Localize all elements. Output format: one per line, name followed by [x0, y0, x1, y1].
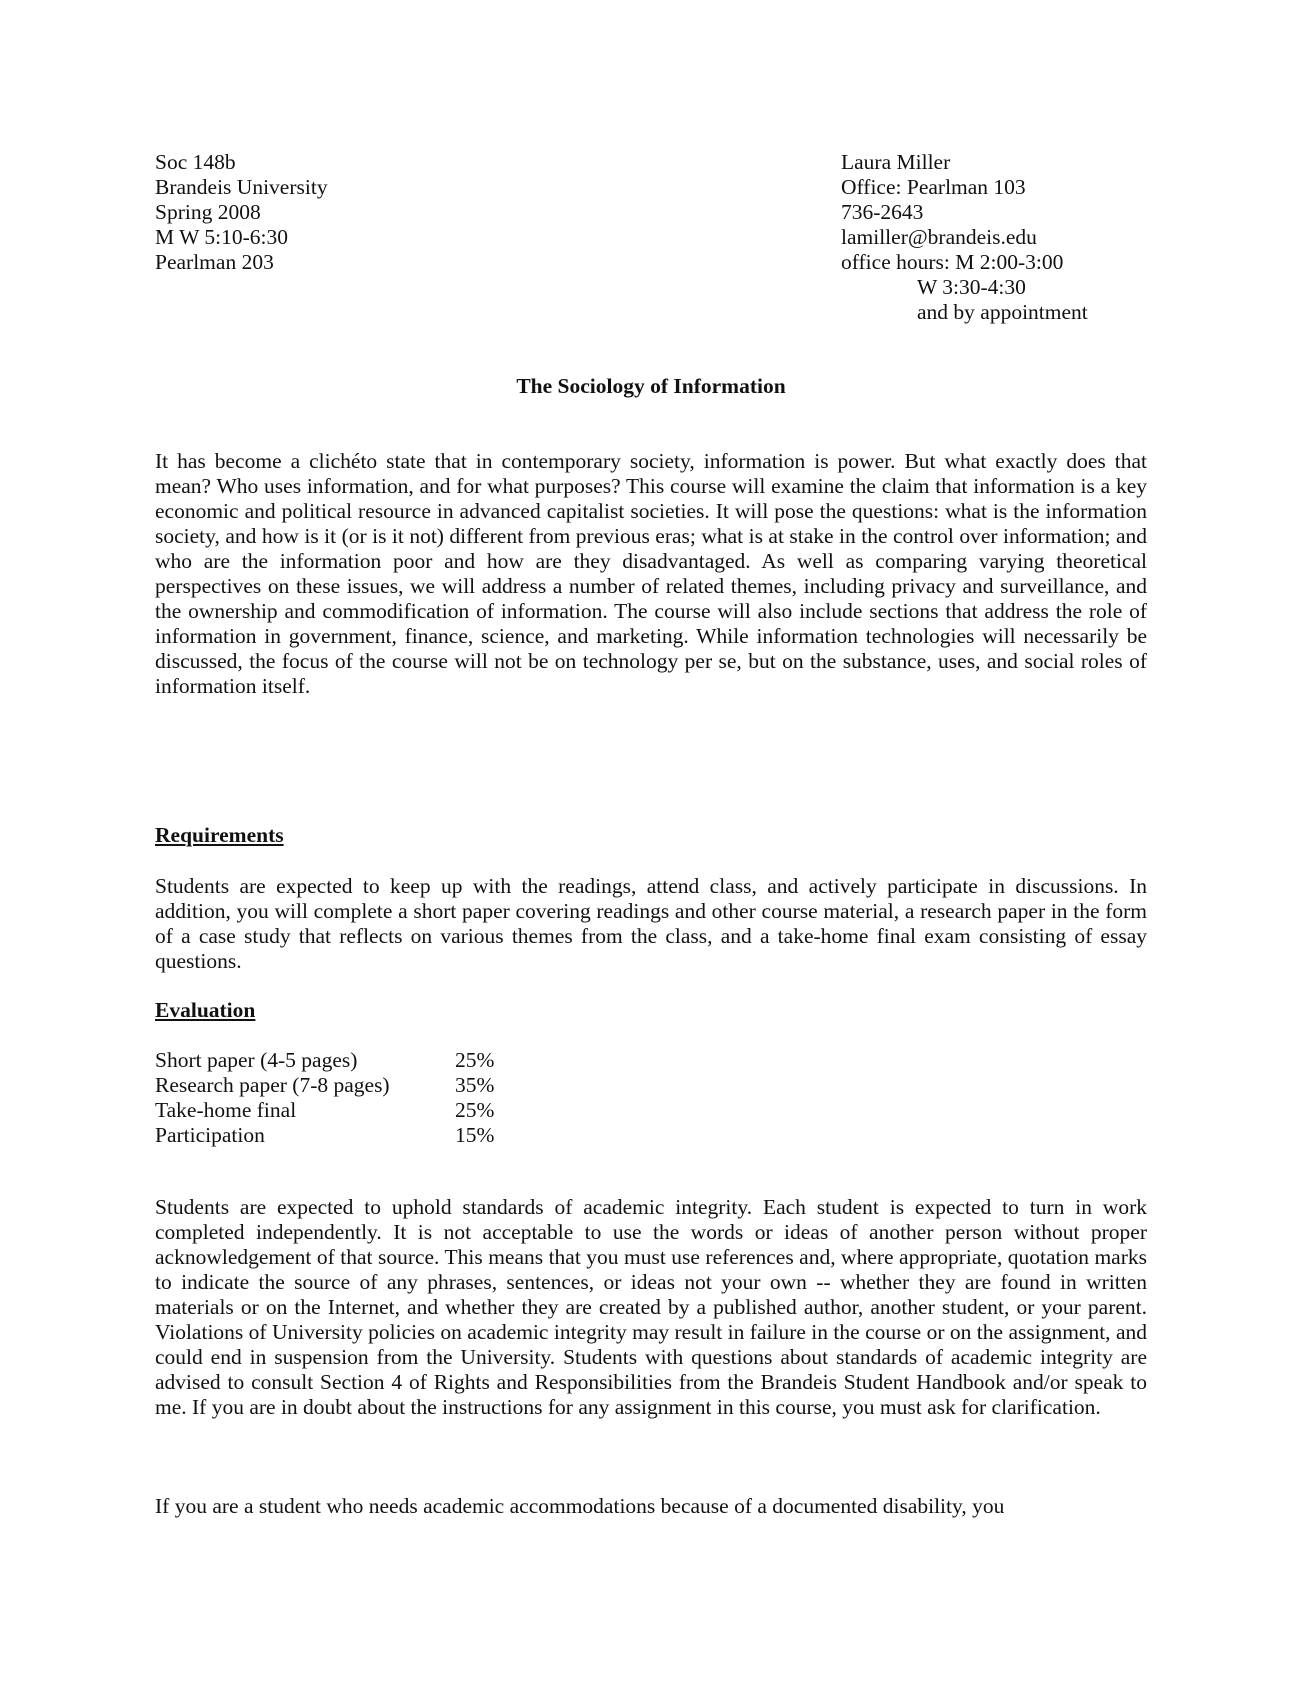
requirements-text: Students are expected to keep up with the readings, attend class, and actively participate in discussions. In addition, you will complete a short paper covering readings and other course material, a research paper in the form of a case study that reflects on various themes from the class, and a take-home final exam consisting of essay questions.	[155, 874, 1147, 973]
course-description: It has become a clichéto state that in contemporary society, information is power. But what exactly does that mean? Who uses information, and for what purposes? This course will examine the claim that information is a key economic and political resource in advanced capitalist societies. It will pose the questions: what is the information society, and how is it (or is it not) different from previous eras; what is at stake in the control over information; and who are the information poor and how are they disadvantaged. As well as comparing varying theoretical perspectives on these issues, we will address a number of related themes, including privacy and surveillance, and the ownership and commodification of information. The course will also include sections that address the role of information in government, finance, science, and marketing. While information technologies will necessarily be discussed, the focus of the course will not be on technology per se, but on the substance, uses, and social roles of information itself.	[155, 449, 1147, 698]
class-schedule: M W 5:10-6:30	[155, 225, 288, 249]
evaluation-weight: 25%	[455, 1098, 495, 1122]
university-name: Brandeis University	[155, 175, 328, 199]
instructor-info-block	[841, 150, 1271, 325]
semester: Spring 2008	[155, 200, 261, 224]
evaluation-row	[155, 1073, 515, 1098]
evaluation-item: Short paper (4-5 pages)	[155, 1048, 358, 1072]
disability-text: If you are a student who needs academic accommodations because of a documented disability, you	[155, 1494, 1005, 1518]
evaluation-item: Research paper (7-8 pages)	[155, 1073, 390, 1097]
requirements-heading: Requirements	[155, 823, 284, 847]
office-hours-wednesday: W 3:30-4:30	[917, 275, 1026, 299]
course-info-block	[155, 150, 575, 275]
academic-integrity-text: Students are expected to uphold standards of academic integrity. Each student is expected to turn in work completed independently. It is not acceptable to use the words or ideas of another person without proper acknowledgement of that source. This means that you must use references and, where appropriate, quotation marks to indicate the source of any phrases, sentences, or ideas not your own -- whether they are found in written materials or on the Internet, and whether they are created by a published author, another student, or your parent. Violations of University policies on academic integrity may result in failure in the course or on the assignment, and could end in suspension from the University. Students with questions about standards of academic integrity are advised to consult Section 4 of Rights and Responsibilities from the Brandeis Student Handbook and/or speak to me. If you are in doubt about the instructions for any assignment in this course, you must ask for clarification.	[155, 1195, 1147, 1419]
evaluation-weight: 15%	[455, 1123, 495, 1147]
evaluation-weight: 35%	[455, 1073, 495, 1097]
evaluation-item: Take-home final	[155, 1098, 297, 1122]
instructor-email: lamiller@brandeis.edu	[841, 225, 1037, 249]
office-hours-appointment: and by appointment	[917, 300, 1088, 324]
evaluation-row	[155, 1098, 515, 1123]
instructor-office: Office: Pearlman 103	[841, 175, 1026, 199]
office-hours: office hours: M 2:00-3:00	[841, 250, 1064, 274]
evaluation-heading: Evaluation	[155, 998, 256, 1022]
instructor-phone: 736-2643	[841, 200, 924, 224]
evaluation-row	[155, 1123, 515, 1148]
course-code: Soc 148b	[155, 150, 236, 174]
evaluation-weight: 25%	[455, 1048, 495, 1072]
instructor-name: Laura Miller	[841, 150, 951, 174]
class-room: Pearlman 203	[155, 250, 274, 274]
course-title: The Sociology of Information	[516, 374, 786, 398]
evaluation-item: Participation	[155, 1123, 265, 1147]
evaluation-table	[155, 1048, 515, 1148]
evaluation-row	[155, 1048, 515, 1073]
